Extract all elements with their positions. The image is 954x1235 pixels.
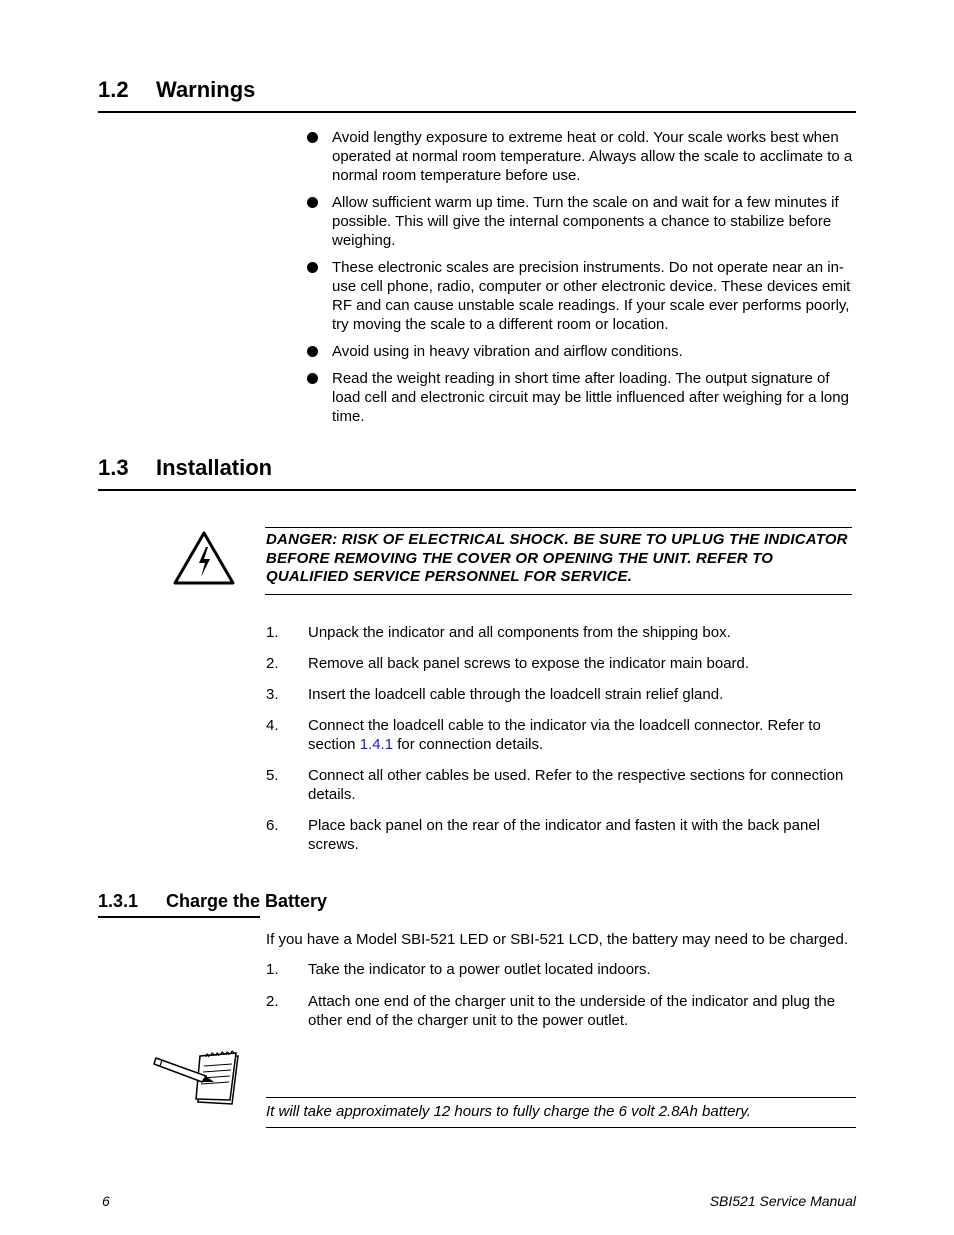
installation-steps [266, 623, 856, 854]
step-number: 1. [266, 961, 279, 978]
list-item [266, 766, 856, 804]
list-item [266, 685, 856, 704]
step-text: Take the indicator to a power outlet located indoors. [308, 961, 651, 978]
warning-text: These electronic scales are precision instruments. Do not operate near an in-use cell phone, radio, computer or other electronic device. These devices emit RF and can cause unstable scale readings. If your scale ever performs poorly, try moving the scale to a different room or location. [332, 259, 851, 333]
bullet-icon [307, 197, 318, 208]
list-item [266, 992, 856, 1030]
note-top-rule [266, 1097, 856, 1098]
danger-bottom-rule [265, 594, 852, 595]
step-number: 2. [266, 655, 279, 672]
step-text: Place back panel on the rear of the indicator and fasten it with the back panel screws. [308, 817, 820, 853]
step-text: Attach one end of the charger unit to the underside of the indicator and plug the other end of the charger unit to the power outlet. [308, 993, 836, 1029]
bullet-icon [307, 346, 318, 357]
danger-warning-text: DANGER: RISK OF ELECTRICAL SHOCK. BE SURE TO UPLUG THE INDICATOR BEFORE REMOVING THE COVER OR OPENING THE UNIT. REFER TO QUALIFIED SERVICE PERSONNEL FOR SERVICE. [266, 531, 848, 585]
subheading-rule [98, 916, 260, 918]
step-text: for connection details. [393, 736, 544, 753]
step-text: Connect all other cables be used. Refer to the respective sections for connection details. [308, 767, 844, 803]
warning-text: Read the weight reading in short time after loading. The output signature of load cell and electronic circuit may be little influenced after weighing for a long time. [332, 370, 849, 425]
danger-top-rule [265, 527, 852, 528]
list-item [266, 716, 856, 754]
step-number: 3. [266, 686, 279, 703]
bullet-icon [307, 373, 318, 384]
step-text: Unpack the indicator and all components from the shipping box. [308, 624, 731, 641]
notepad-pencil-icon [152, 1048, 242, 1108]
list-item [266, 654, 856, 673]
subsection-heading-battery [98, 891, 327, 912]
warning-text: Avoid lengthy exposure to extreme heat or cold. Your scale works best when operated at normal room temperature. Always allow the scale to acclimate to a normal room temperature before use. [332, 129, 853, 184]
step-text: Connect the loadcell cable to the indicator via the loadcell connector. Refer to section [308, 717, 821, 753]
warning-text: Allow sufficient warm up time. Turn the scale on and wait for a few minutes if possible. This will give the internal components a chance to stabilize before weighing. [332, 194, 839, 249]
step-text: Remove all back panel screws to expose the indicator main board. [308, 655, 750, 672]
list-item [306, 193, 858, 250]
warnings-list [306, 128, 858, 434]
list-item [266, 816, 856, 854]
electrical-shock-warning-icon [172, 530, 236, 586]
step-number: 2. [266, 993, 279, 1010]
list-item [266, 623, 856, 642]
step-number: 4. [266, 717, 279, 734]
section-link[interactable]: 1.4.1 [359, 736, 394, 753]
list-item [306, 369, 858, 426]
section-number: 1.3 [98, 455, 129, 480]
section-heading-warnings [98, 77, 255, 103]
bullet-icon [307, 262, 318, 273]
step-text: Insert the loadcell cable through the loadcell strain relief gland. [308, 686, 724, 703]
section-title: Installation [156, 455, 273, 480]
section-number: 1.3.1 [98, 891, 139, 911]
section-title: Charge the Battery [166, 891, 328, 911]
note-bottom-rule [266, 1127, 856, 1128]
section-title: Warnings [156, 77, 256, 102]
list-item [266, 960, 856, 979]
step-number: 1. [266, 624, 279, 641]
battery-intro: If you have a Model SBI-521 LED or SBI-521 LCD, the battery may need to be charged. [266, 931, 848, 948]
warning-text: Avoid using in heavy vibration and airflow conditions. [332, 343, 683, 360]
manual-title: SBI521 Service Manual [709, 1193, 856, 1209]
heading-rule [98, 111, 856, 113]
battery-steps [266, 960, 856, 1030]
heading-rule [98, 489, 856, 491]
section-heading-installation [98, 455, 272, 481]
list-item [306, 342, 858, 361]
bullet-icon [307, 132, 318, 143]
list-item [306, 128, 858, 185]
page-number: 6 [102, 1193, 110, 1209]
note-text: It will take approximately 12 hours to fully charge the 6 volt 2.8Ah battery. [266, 1103, 751, 1120]
list-item [306, 258, 858, 334]
step-number: 5. [266, 767, 279, 784]
section-number: 1.2 [98, 77, 129, 102]
step-number: 6. [266, 817, 279, 834]
